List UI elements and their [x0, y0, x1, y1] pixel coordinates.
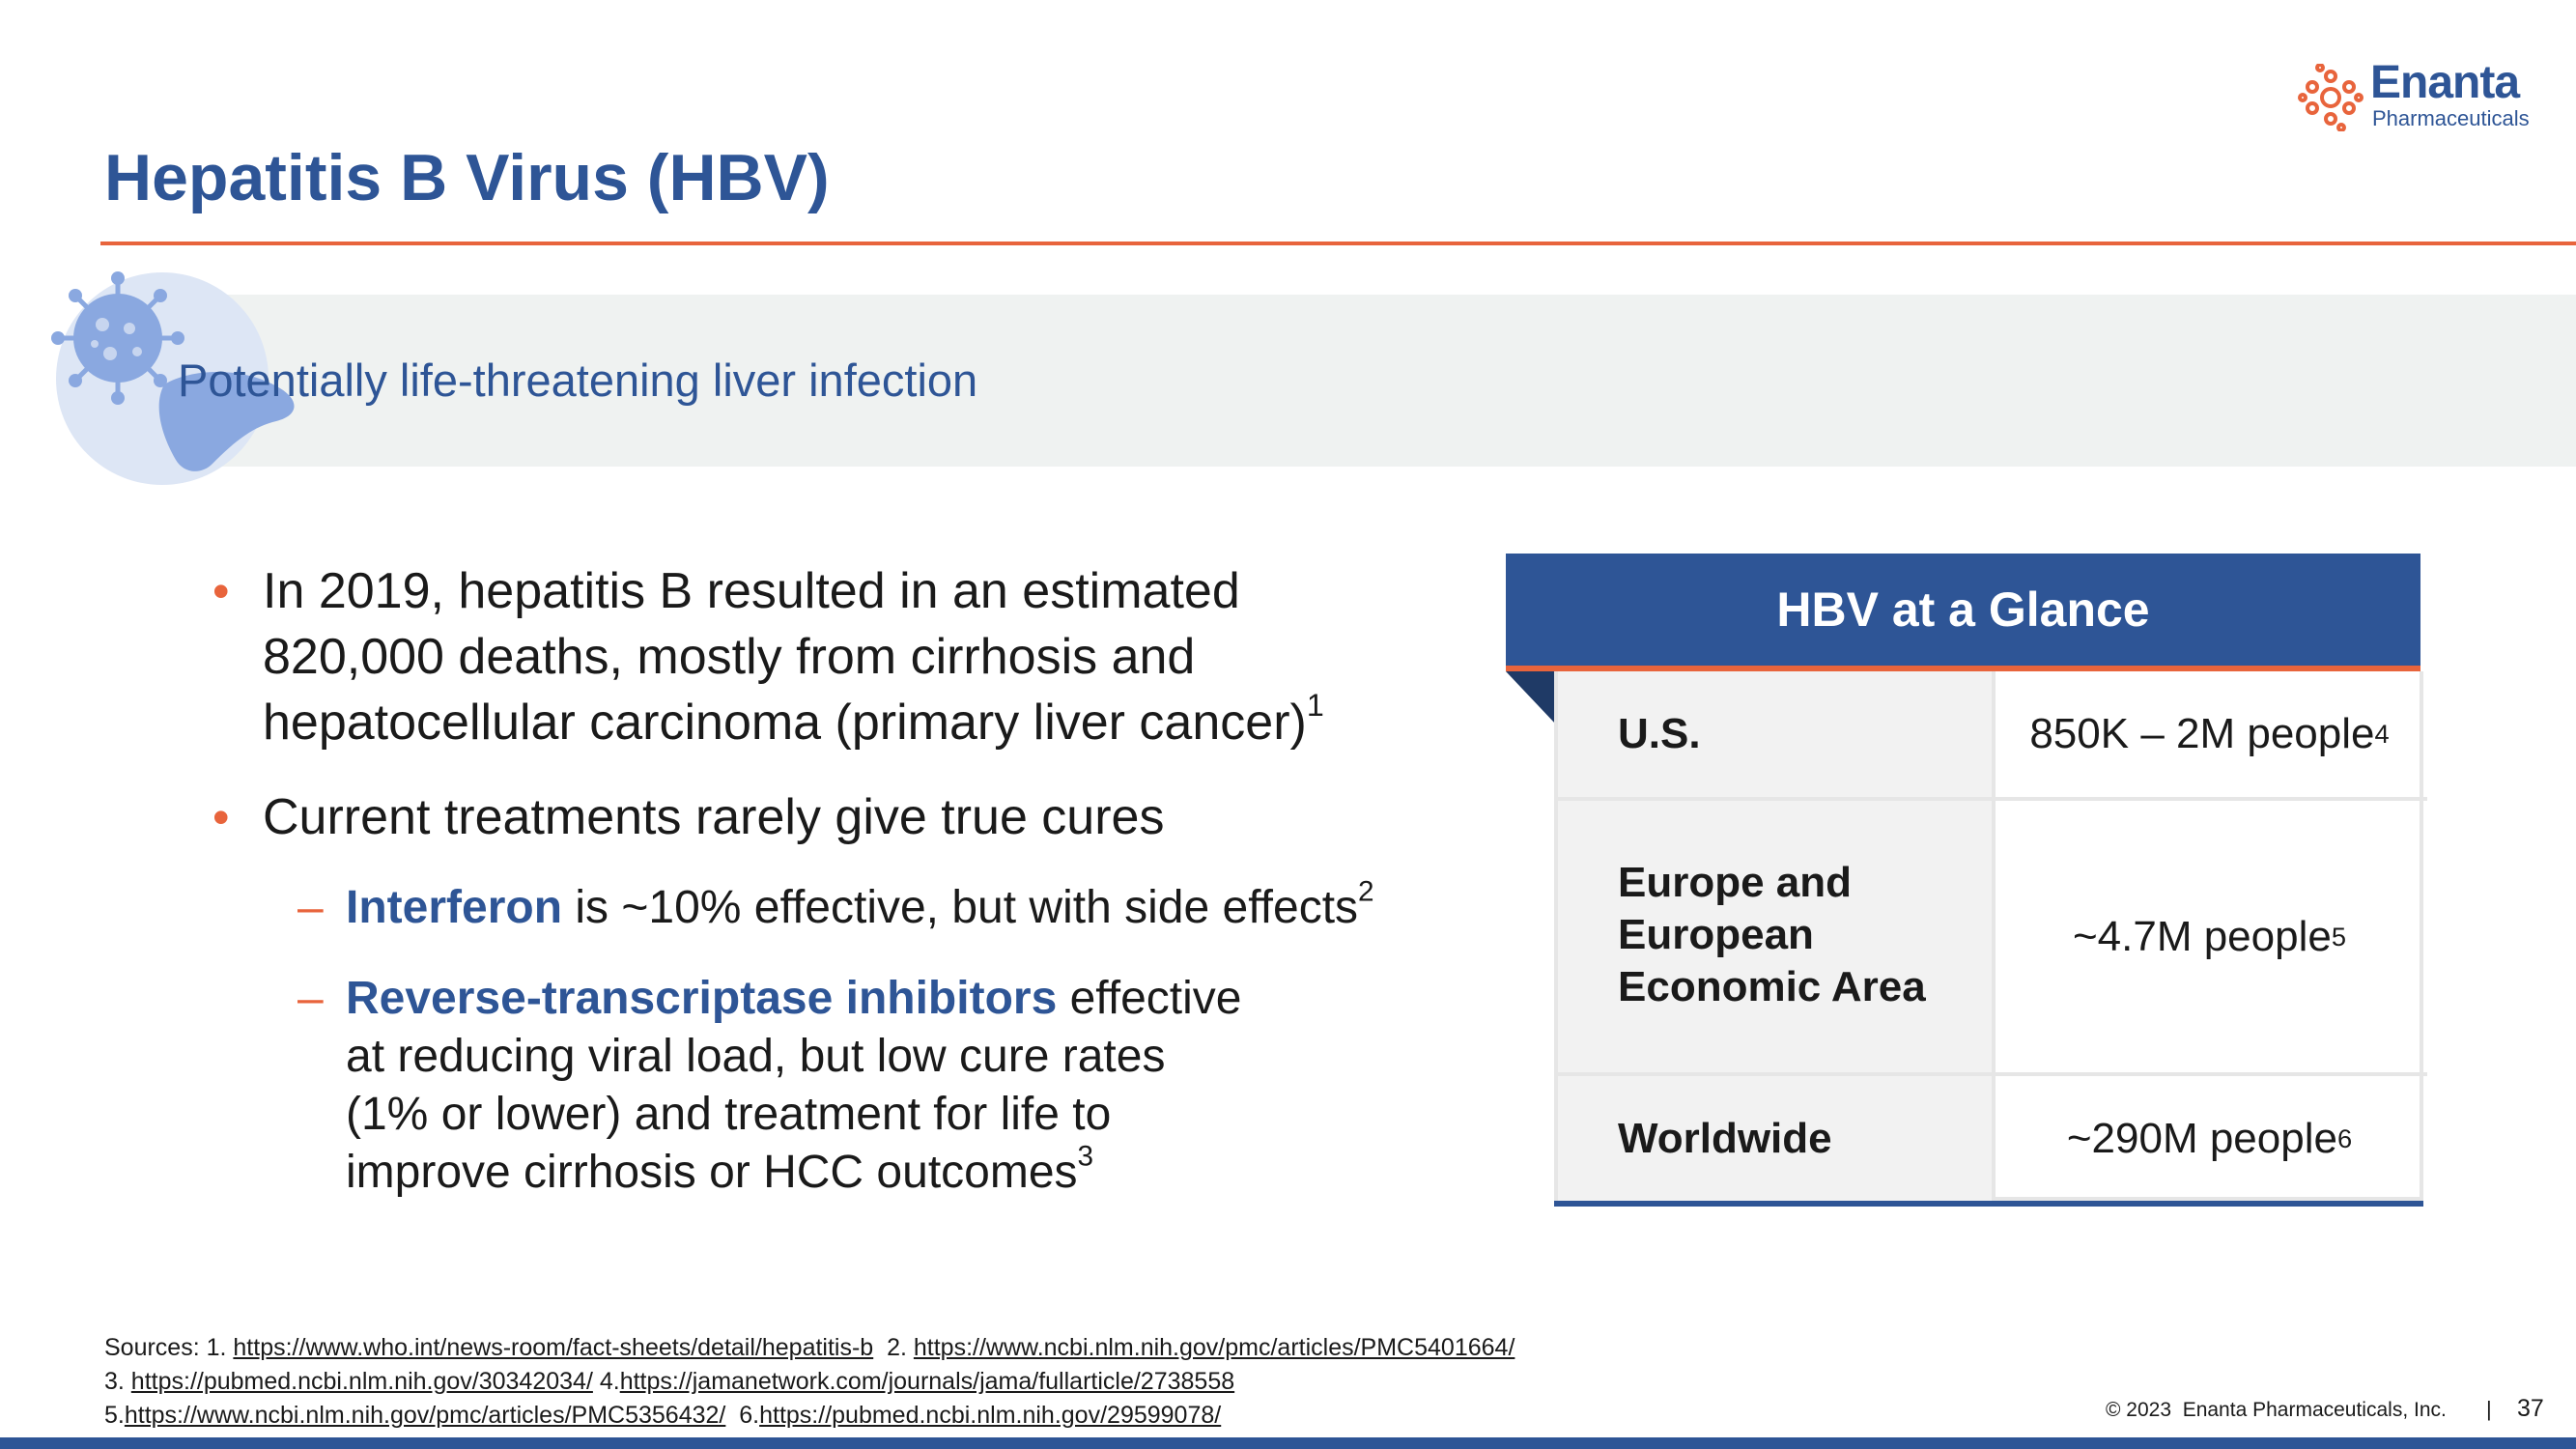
table-row: [1558, 801, 2427, 1072]
table-row: [1558, 671, 2427, 797]
table-header: [1506, 554, 2420, 666]
sub-bullet-item: [297, 970, 1457, 1211]
row-label: Economic Area: [1618, 963, 1926, 1010]
sources-prefix: Sources: 1.: [104, 1334, 234, 1361]
sub-bullet-text: [346, 970, 1242, 1202]
company-logo: [2297, 57, 2548, 137]
footnote-ref: 2: [1358, 875, 1374, 908]
row-label: European: [1618, 911, 1814, 958]
bullet-line: 820,000 deaths, mostly from cirrhosis and: [263, 629, 1196, 685]
sources-line: [104, 1365, 1514, 1399]
logo-wordmark: Enanta: [2370, 57, 2520, 108]
row-value-cell: 850K – 2M people 4: [2029, 710, 2390, 757]
page-number: 37: [2517, 1395, 2544, 1422]
source-link-4[interactable]: https://jamanetwork.com/journals/jama/fullarticle/2738558: [619, 1368, 1235, 1395]
logo-subline: Pharmaceuticals: [2372, 106, 2530, 130]
row-value: ~290M people: [2066, 1114, 2337, 1162]
emphasis-term: Interferon: [346, 882, 563, 933]
bullet-line: Current treatments rarely give true cures: [263, 789, 1165, 845]
page-title: Hepatitis B Virus (HBV): [104, 141, 830, 214]
bullet-marker: •: [212, 790, 230, 844]
sources-footnotes: [104, 1331, 1514, 1433]
bullet-line: [263, 687, 1324, 755]
row-label-cell: [1558, 801, 1996, 1072]
source-link-2[interactable]: https://www.ncbi.nlm.nih.gov/pmc/articles/PMC5401664/: [913, 1334, 1515, 1361]
bullet-line: In 2019, hepatitis B resulted in an estimated: [263, 563, 1240, 619]
row-label-cell: [1558, 671, 1996, 797]
table-row: [1558, 1076, 2427, 1201]
row-value-cell: ~4.7M people 5: [2072, 912, 2347, 960]
row-value: 850K – 2M people: [2029, 710, 2375, 757]
sub-bullet-line: (1% or lower) and treatment for life to: [346, 1089, 1112, 1140]
sub-bullet-item: [297, 875, 1457, 939]
table-bottom-rule: [1554, 1201, 2423, 1207]
footnote-ref: 1: [1306, 687, 1324, 723]
row-label: Worldwide: [1618, 1115, 1832, 1162]
bottom-brand-bar: [0, 1437, 2576, 1449]
source-number: 3.: [104, 1368, 131, 1395]
row-value-cell: ~290M people 6: [2066, 1114, 2353, 1162]
bullet-text: [263, 784, 1164, 850]
bullet-text: [263, 558, 1324, 755]
bullet-line-text: hepatocellular carcinoma (primary liver cancer): [263, 695, 1307, 751]
emphasis-term: Reverse-transcriptase inhibitors: [346, 973, 1058, 1024]
source-link-1[interactable]: https://www.who.int/news-room/fact-sheets/detail/hepatitis-b: [233, 1334, 874, 1361]
source-link-6[interactable]: https://pubmed.ncbi.nlm.nih.gov/29599078/: [759, 1402, 1222, 1429]
footnote-ref: 3: [1077, 1140, 1094, 1173]
bullet-item: [212, 558, 1468, 761]
sources-line: [104, 1399, 1514, 1433]
bullet-item: [212, 784, 1468, 852]
source-number: 4.: [592, 1368, 620, 1395]
bullet-marker: •: [212, 564, 230, 618]
sub-bullet-line: [346, 970, 1242, 1028]
footer-separator: |: [2486, 1397, 2492, 1421]
source-number: 5.: [104, 1402, 125, 1429]
sub-bullet-line-text: improve cirrhosis or HCC outcomes: [346, 1147, 1078, 1198]
sub-bullet-text: [346, 875, 1374, 937]
source-link-5[interactable]: https://www.ncbi.nlm.nih.gov/pmc/articles/PMC5356432/: [124, 1402, 726, 1429]
sub-bullet-line: [346, 1140, 1242, 1202]
dash-marker: –: [297, 882, 324, 933]
table-title: HBV at a Glance: [1776, 582, 2150, 637]
hbv-glance-table: [1554, 671, 2423, 1201]
table-corner-fold: [1506, 671, 1556, 724]
banner-text: Potentially life-threatening liver infection: [178, 355, 978, 406]
sources-line: [104, 1331, 1514, 1365]
row-label-cell: [1558, 1076, 1996, 1201]
title-divider: [100, 242, 2576, 245]
row-label: U.S.: [1618, 710, 1701, 757]
row-label: Europe and: [1618, 859, 1853, 906]
source-number: 6.: [725, 1402, 760, 1429]
sub-bullet-line: at reducing viral load, but low cure rates: [346, 1031, 1166, 1082]
dash-marker: –: [297, 973, 324, 1024]
sub-bullet-rest: is ~10% effective, but with side effects: [562, 882, 1359, 933]
source-number: 2.: [873, 1334, 914, 1361]
hexagon-molecule-icon: [2297, 64, 2364, 131]
copyright-text: © 2023 Enanta Pharmaceuticals, Inc.: [2106, 1399, 2447, 1421]
source-link-3[interactable]: https://pubmed.ncbi.nlm.nih.gov/30342034/: [130, 1368, 593, 1395]
sub-bullet-rest: effective: [1057, 973, 1242, 1024]
row-value: ~4.7M people: [2072, 912, 2332, 960]
